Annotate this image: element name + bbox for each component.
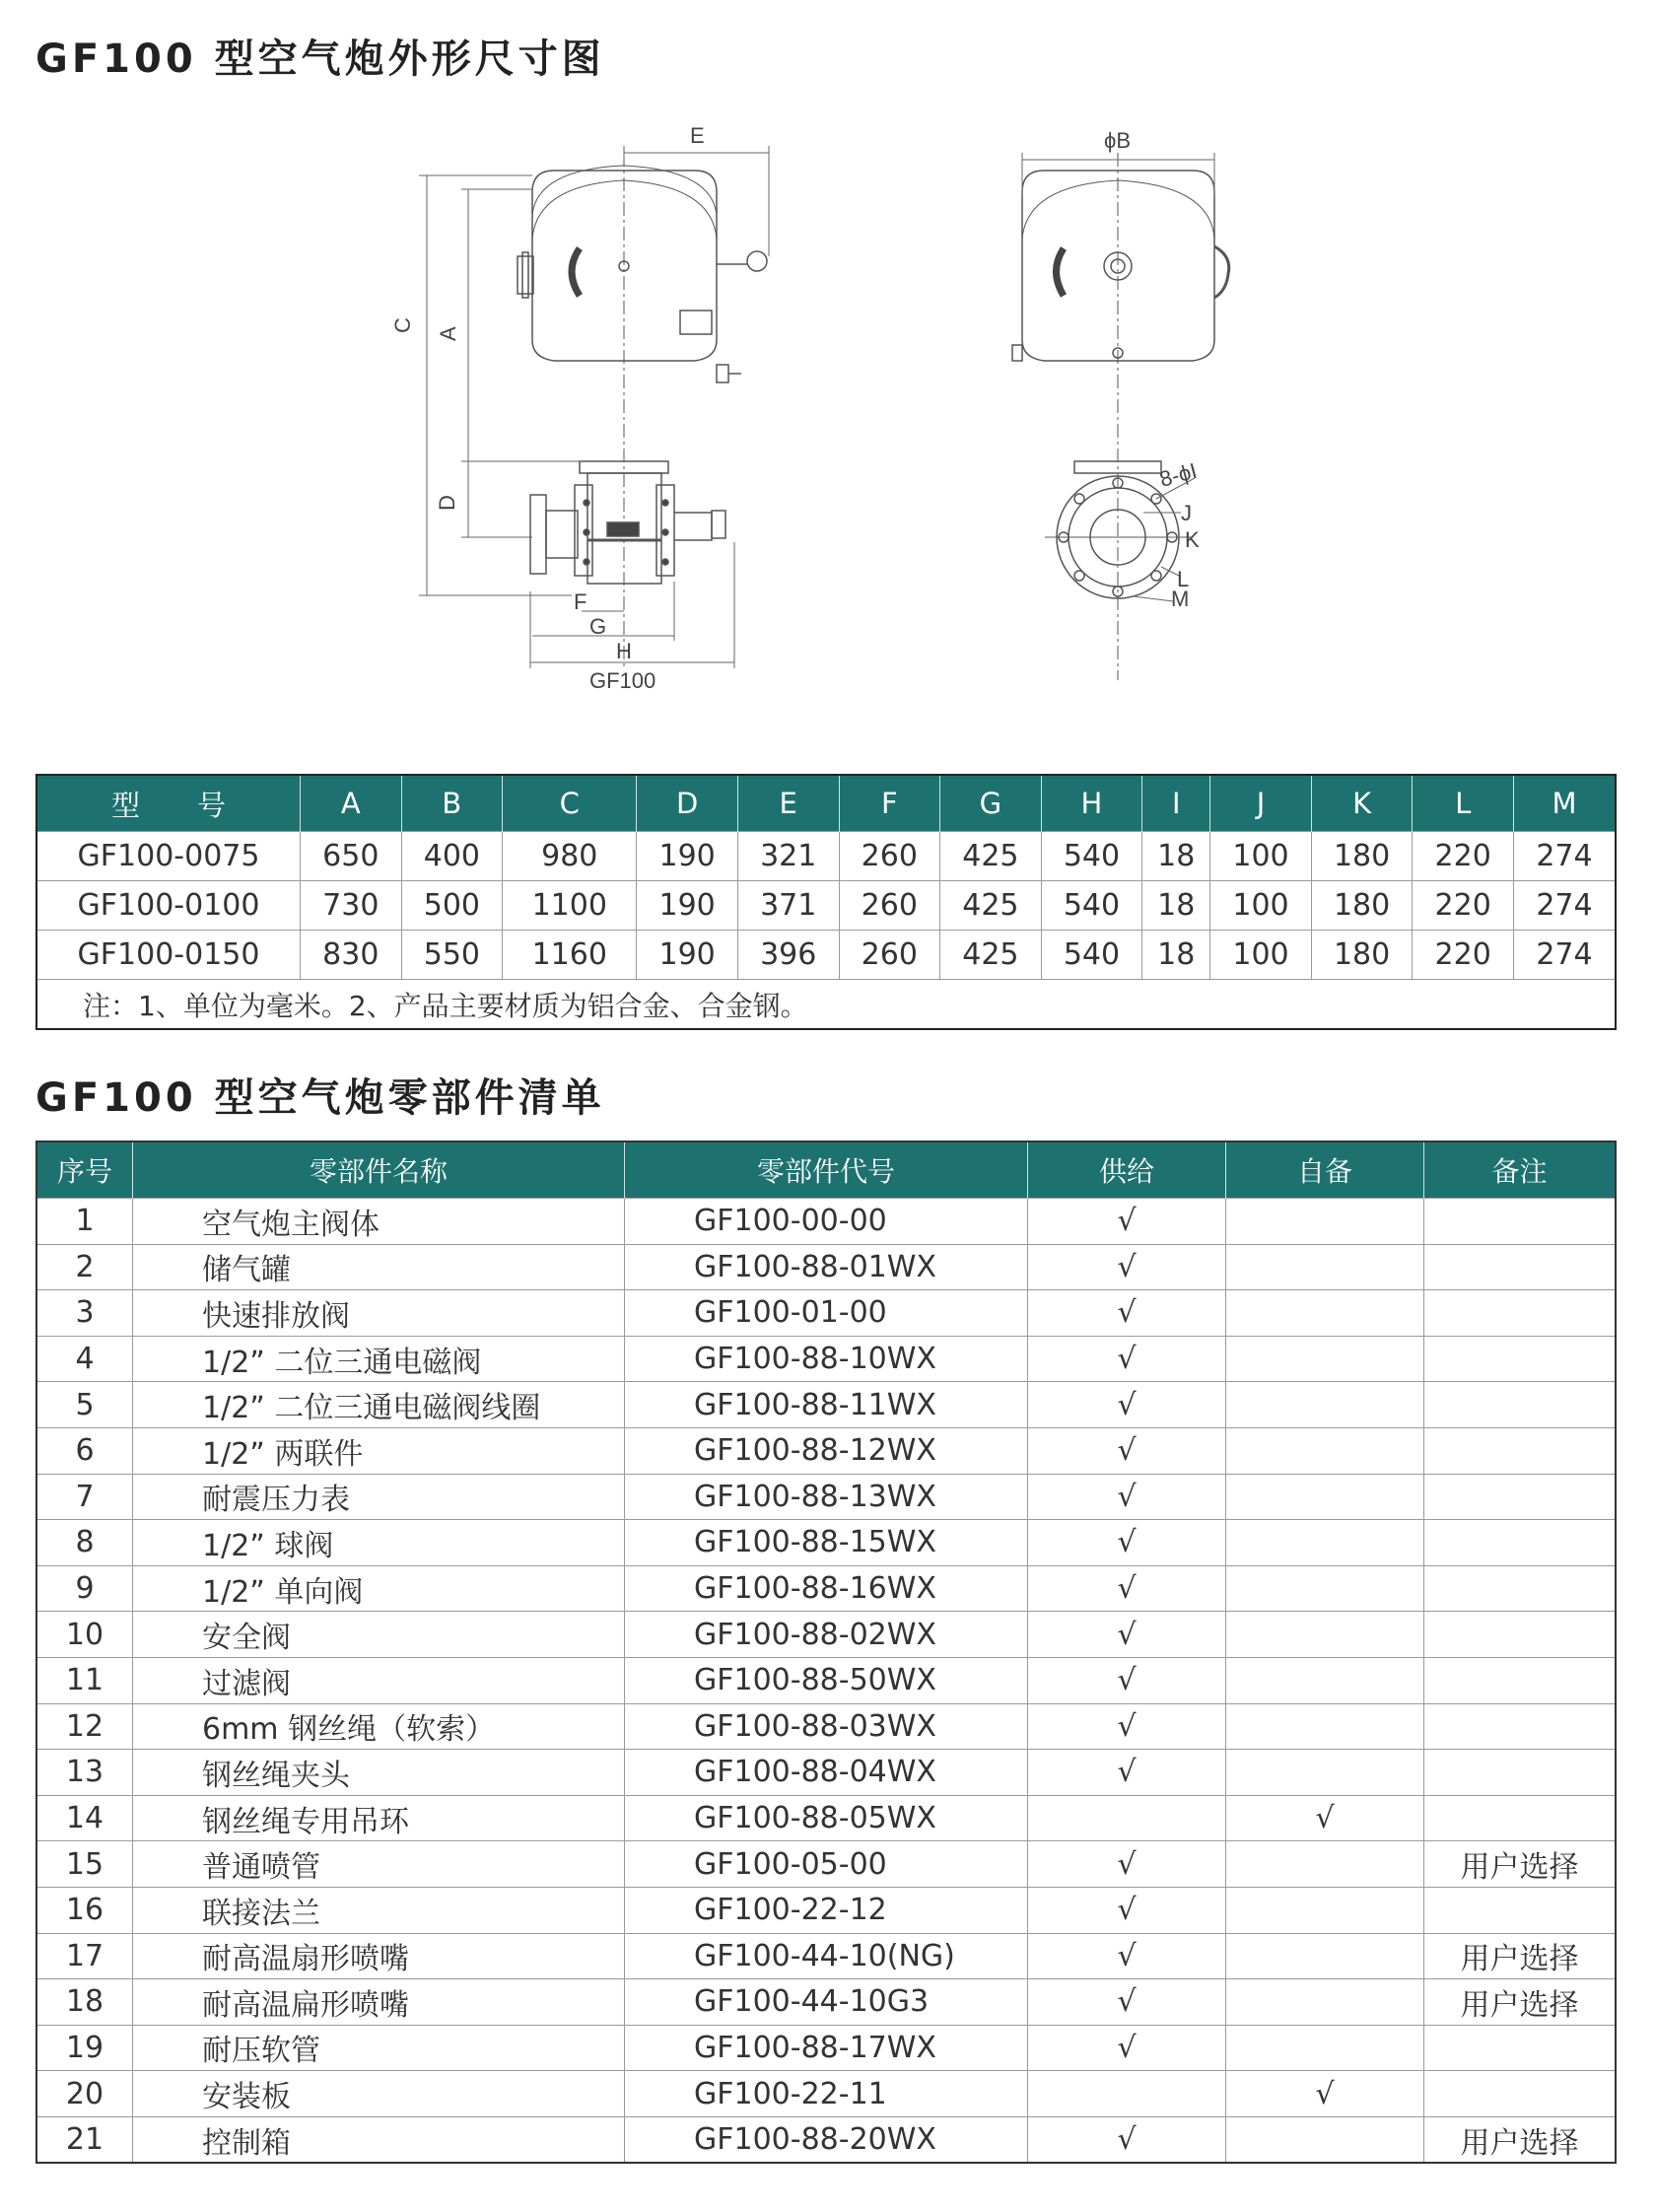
table-row	[36, 2071, 1616, 2117]
header-seq: 序号	[36, 1141, 133, 1199]
dimension-cell: 220	[1413, 881, 1514, 931]
supplied-cell: √	[1028, 1382, 1226, 1428]
dimension-cell: 180	[1311, 881, 1413, 931]
label-H: H	[616, 639, 632, 663]
dimension-cell: 190	[637, 931, 738, 980]
seq-cell: 9	[36, 1565, 133, 1612]
table-row	[36, 1979, 1616, 2026]
part-code-cell: GF100-88-12WX	[625, 1427, 1028, 1474]
part-name-cell: 耐高温扁形喷嘴	[133, 1979, 625, 2026]
table-row	[36, 1887, 1616, 1933]
parts-header-row	[36, 1141, 1616, 1199]
header-part-code: 零部件代号	[625, 1141, 1028, 1199]
dimension-cell: 274	[1513, 832, 1616, 881]
header-B: B	[401, 775, 503, 832]
dimension-cell: 18	[1142, 881, 1210, 931]
table-row	[36, 1612, 1616, 1658]
part-name-cell: 1/2” 两联件	[133, 1427, 625, 1474]
dimension-cell: 425	[940, 832, 1042, 881]
remarks-cell	[1424, 1474, 1617, 1520]
table-row	[36, 1474, 1616, 1520]
table-row	[36, 1795, 1616, 1841]
supplied-cell: √	[1028, 1657, 1226, 1703]
remarks-cell	[1424, 1199, 1617, 1245]
table-row	[36, 1336, 1616, 1382]
remarks-cell	[1424, 2071, 1617, 2117]
seq-cell: 7	[36, 1474, 133, 1520]
remarks-cell	[1424, 1887, 1617, 1933]
part-name-cell: 普通喷管	[133, 1841, 625, 1888]
part-code-cell: GF100-88-15WX	[625, 1520, 1028, 1566]
part-code-cell: GF100-05-00	[625, 1841, 1028, 1888]
tank-side-view	[518, 153, 767, 670]
header-G: G	[940, 775, 1042, 832]
dimension-drawing	[0, 99, 1656, 710]
dimension-cell: 980	[503, 832, 637, 881]
self-provided-cell	[1226, 1887, 1424, 1933]
table-row	[36, 1657, 1616, 1703]
part-name-cell: 钢丝绳夹头	[133, 1750, 625, 1796]
remarks-cell	[1424, 1336, 1617, 1382]
label-D: D	[435, 495, 459, 511]
supplied-cell: √	[1028, 1612, 1226, 1658]
dimension-cell: 500	[401, 881, 503, 931]
self-provided-cell	[1226, 1199, 1424, 1245]
label-J: J	[1181, 501, 1192, 525]
supplied-cell: √	[1028, 1979, 1226, 2026]
part-code-cell: GF100-88-02WX	[625, 1612, 1028, 1658]
label-M: M	[1171, 587, 1190, 611]
dimension-cell: 1100	[503, 881, 637, 931]
dimension-cell: 190	[637, 832, 738, 881]
seq-cell: 10	[36, 1612, 133, 1658]
part-code-cell: GF100-44-10(NG)	[625, 1933, 1028, 1979]
remarks-cell	[1424, 2025, 1617, 2071]
remarks-cell	[1424, 1795, 1617, 1841]
dimension-cell: 540	[1041, 931, 1142, 980]
dimension-cell: 220	[1413, 931, 1514, 980]
part-code-cell: GF100-88-05WX	[625, 1795, 1028, 1841]
part-name-cell: 空气炮主阀体	[133, 1199, 625, 1245]
seq-cell: 6	[36, 1427, 133, 1474]
part-name-cell: 1/2” 二位三通电磁阀线圈	[133, 1382, 625, 1428]
remarks-cell	[1424, 1382, 1617, 1428]
part-name-cell: 安装板	[133, 2071, 625, 2117]
self-provided-cell	[1226, 1703, 1424, 1750]
model-cell: GF100-0100	[36, 881, 301, 931]
header-self-provided: 自备	[1226, 1141, 1424, 1199]
table-row	[36, 1565, 1616, 1612]
self-provided-cell	[1226, 1657, 1424, 1703]
dimension-cell: 400	[401, 832, 503, 881]
remarks-cell	[1424, 1427, 1617, 1474]
part-name-cell: 1/2” 二位三通电磁阀	[133, 1336, 625, 1382]
header-C: C	[503, 775, 637, 832]
dimensions-note-row	[36, 980, 1616, 1030]
dimension-cell: 540	[1041, 881, 1142, 931]
dimension-cell: 18	[1142, 832, 1210, 881]
table-row	[36, 1199, 1616, 1245]
part-code-cell: GF100-88-16WX	[625, 1565, 1028, 1612]
dimension-cell: 260	[839, 881, 940, 931]
supplied-cell: √	[1028, 1290, 1226, 1337]
dimension-cell: 830	[301, 931, 402, 980]
table-row	[36, 1933, 1616, 1979]
self-provided-cell	[1226, 1750, 1424, 1796]
table-row	[36, 1703, 1616, 1750]
model-cell: GF100-0150	[36, 931, 301, 980]
table-row	[36, 1382, 1616, 1428]
label-C: C	[390, 317, 415, 333]
label-K: K	[1185, 527, 1200, 552]
header-F: F	[839, 775, 940, 832]
supplied-cell: √	[1028, 1199, 1226, 1245]
part-name-cell: 钢丝绳专用吊环	[133, 1795, 625, 1841]
part-code-cell: GF100-88-10WX	[625, 1336, 1028, 1382]
supplied-cell: √	[1028, 1933, 1226, 1979]
header-D: D	[637, 775, 738, 832]
supplied-cell: √	[1028, 1887, 1226, 1933]
seq-cell: 11	[36, 1657, 133, 1703]
tank-front-view	[1012, 153, 1229, 680]
seq-cell: 13	[36, 1750, 133, 1796]
part-name-cell: 1/2” 球阀	[133, 1520, 625, 1566]
self-provided-cell	[1226, 1612, 1424, 1658]
part-code-cell: GF100-22-11	[625, 2071, 1028, 2117]
dimension-cell: 425	[940, 881, 1042, 931]
seq-cell: 1	[36, 1199, 133, 1245]
dimensions-header-row	[36, 775, 1616, 832]
supplied-cell	[1028, 1795, 1226, 1841]
part-name-cell: 耐压软管	[133, 2025, 625, 2071]
table-row	[36, 1244, 1616, 1290]
seq-cell: 20	[36, 2071, 133, 2117]
supplied-cell: √	[1028, 1427, 1226, 1474]
dimension-cell: 274	[1513, 881, 1616, 931]
remarks-cell	[1424, 1657, 1617, 1703]
part-name-cell: 耐震压力表	[133, 1474, 625, 1520]
dimension-cell: 260	[839, 931, 940, 980]
table-row	[36, 2025, 1616, 2071]
part-code-cell: GF100-88-20WX	[625, 2116, 1028, 2163]
supplied-cell: √	[1028, 1336, 1226, 1382]
supplied-cell: √	[1028, 2116, 1226, 2163]
table-row	[36, 1750, 1616, 1796]
self-provided-cell	[1226, 1244, 1424, 1290]
remarks-cell	[1424, 1612, 1617, 1658]
self-provided-cell	[1226, 1336, 1424, 1382]
self-provided-cell	[1226, 1979, 1424, 2026]
dimension-cell: 190	[637, 881, 738, 931]
table-row	[36, 2116, 1616, 2163]
part-code-cell: GF100-88-50WX	[625, 1657, 1028, 1703]
seq-cell: 16	[36, 1887, 133, 1933]
label-A: A	[436, 326, 460, 341]
part-code-cell: GF100-88-17WX	[625, 2025, 1028, 2071]
page-title-dimensions: GF100 型空气炮外形尺寸图	[35, 36, 605, 82]
part-code-cell: GF100-22-12	[625, 1887, 1028, 1933]
part-code-cell: GF100-88-04WX	[625, 1750, 1028, 1796]
part-code-cell: GF100-88-03WX	[625, 1703, 1028, 1750]
header-supplied: 供给	[1028, 1141, 1226, 1199]
part-code-cell: GF100-44-10G3	[625, 1979, 1028, 2026]
remarks-cell	[1424, 1750, 1617, 1796]
supplied-cell: √	[1028, 1841, 1226, 1888]
part-name-cell: 控制箱	[133, 2116, 625, 2163]
self-provided-cell: √	[1226, 1795, 1424, 1841]
dimension-cell: 100	[1210, 832, 1312, 881]
header-part-name: 零部件名称	[133, 1141, 625, 1199]
seq-cell: 19	[36, 2025, 133, 2071]
parts-table	[35, 1141, 1617, 2164]
table-row	[36, 1841, 1616, 1888]
page-title-parts: GF100 型空气炮零部件清单	[35, 1075, 605, 1121]
part-name-cell: 过滤阀	[133, 1657, 625, 1703]
part-name-cell: 6mm 钢丝绳（软索）	[133, 1703, 625, 1750]
part-code-cell: GF100-00-00	[625, 1199, 1028, 1245]
table-row	[36, 881, 1616, 931]
remarks-cell: 用户选择	[1424, 1841, 1617, 1888]
remarks-cell	[1424, 1565, 1617, 1612]
dimension-cell: 1160	[503, 931, 637, 980]
dimension-cell: 371	[737, 881, 839, 931]
label-G: G	[589, 614, 607, 639]
label-I: 8-ϕI	[1156, 457, 1200, 492]
part-name-cell: 1/2” 单向阀	[133, 1565, 625, 1612]
part-name-cell: 储气罐	[133, 1244, 625, 1290]
header-L: L	[1413, 775, 1514, 832]
seq-cell: 15	[36, 1841, 133, 1888]
self-provided-cell	[1226, 1520, 1424, 1566]
dimension-cell: 396	[737, 931, 839, 980]
header-K: K	[1311, 775, 1413, 832]
label-E: E	[690, 123, 705, 148]
supplied-cell: √	[1028, 1703, 1226, 1750]
seq-cell: 2	[36, 1244, 133, 1290]
header-A: A	[301, 775, 402, 832]
dimensions-table	[35, 774, 1617, 1030]
dimension-cell: 100	[1210, 931, 1312, 980]
dimension-cell: 650	[301, 832, 402, 881]
dimension-cell: 730	[301, 881, 402, 931]
label-L: L	[1177, 567, 1190, 591]
self-provided-cell	[1226, 1382, 1424, 1428]
remarks-cell	[1424, 1244, 1617, 1290]
part-code-cell: GF100-01-00	[625, 1290, 1028, 1337]
dimension-cell: 180	[1311, 931, 1413, 980]
header-H: H	[1041, 775, 1142, 832]
dimensions-note: 注：1、单位为毫米。2、产品主要材质为铝合金、合金钢。	[36, 980, 1616, 1030]
header-M: M	[1513, 775, 1616, 832]
self-provided-cell	[1226, 1933, 1424, 1979]
seq-cell: 17	[36, 1933, 133, 1979]
remarks-cell: 用户选择	[1424, 1933, 1617, 1979]
table-row	[36, 1520, 1616, 1566]
model-cell: GF100-0075	[36, 832, 301, 881]
self-provided-cell	[1226, 2025, 1424, 2071]
supplied-cell	[1028, 2071, 1226, 2117]
self-provided-cell	[1226, 1290, 1424, 1337]
dimension-cell: 180	[1311, 832, 1413, 881]
seq-cell: 8	[36, 1520, 133, 1566]
self-provided-cell	[1226, 1474, 1424, 1520]
header-model: 型 号	[36, 775, 301, 832]
part-code-cell: GF100-88-11WX	[625, 1382, 1028, 1428]
part-name-cell: 耐高温扇形喷嘴	[133, 1933, 625, 1979]
remarks-cell: 用户选择	[1424, 2116, 1617, 2163]
table-row	[36, 1290, 1616, 1337]
label-phiB: ϕB	[1104, 128, 1131, 153]
part-code-cell: GF100-88-01WX	[625, 1244, 1028, 1290]
table-row	[36, 931, 1616, 980]
dimension-cell: 321	[737, 832, 839, 881]
part-name-cell: 快速排放阀	[133, 1290, 625, 1337]
label-F: F	[574, 589, 587, 614]
dimension-cell: 18	[1142, 931, 1210, 980]
dimension-cell: 274	[1513, 931, 1616, 980]
seq-cell: 21	[36, 2116, 133, 2163]
supplied-cell: √	[1028, 1244, 1226, 1290]
seq-cell: 3	[36, 1290, 133, 1337]
part-name-cell: 安全阀	[133, 1612, 625, 1658]
self-provided-cell: √	[1226, 2071, 1424, 2117]
self-provided-cell	[1226, 1841, 1424, 1888]
header-J: J	[1210, 775, 1312, 832]
seq-cell: 14	[36, 1795, 133, 1841]
dimension-cell: 425	[940, 931, 1042, 980]
table-row	[36, 1427, 1616, 1474]
supplied-cell: √	[1028, 1474, 1226, 1520]
dimension-cell: 550	[401, 931, 503, 980]
header-I: I	[1142, 775, 1210, 832]
dimension-cell: 260	[839, 832, 940, 881]
supplied-cell: √	[1028, 1750, 1226, 1796]
self-provided-cell	[1226, 2116, 1424, 2163]
supplied-cell: √	[1028, 1565, 1226, 1612]
seq-cell: 18	[36, 1979, 133, 2026]
remarks-cell	[1424, 1290, 1617, 1337]
self-provided-cell	[1226, 1565, 1424, 1612]
remarks-cell	[1424, 1703, 1617, 1750]
dimension-cell: 220	[1413, 832, 1514, 881]
header-remarks: 备注	[1424, 1141, 1617, 1199]
dimension-cell: 540	[1041, 832, 1142, 881]
self-provided-cell	[1226, 1427, 1424, 1474]
header-E: E	[737, 775, 839, 832]
supplied-cell: √	[1028, 2025, 1226, 2071]
seq-cell: 5	[36, 1382, 133, 1428]
part-name-cell: 联接法兰	[133, 1887, 625, 1933]
remarks-cell: 用户选择	[1424, 1979, 1617, 2026]
seq-cell: 4	[36, 1336, 133, 1382]
table-row	[36, 832, 1616, 881]
part-code-cell: GF100-88-13WX	[625, 1474, 1028, 1520]
remarks-cell	[1424, 1520, 1617, 1566]
seq-cell: 12	[36, 1703, 133, 1750]
drawing-caption: GF100	[589, 668, 656, 693]
dimension-cell: 100	[1210, 881, 1312, 931]
supplied-cell: √	[1028, 1520, 1226, 1566]
